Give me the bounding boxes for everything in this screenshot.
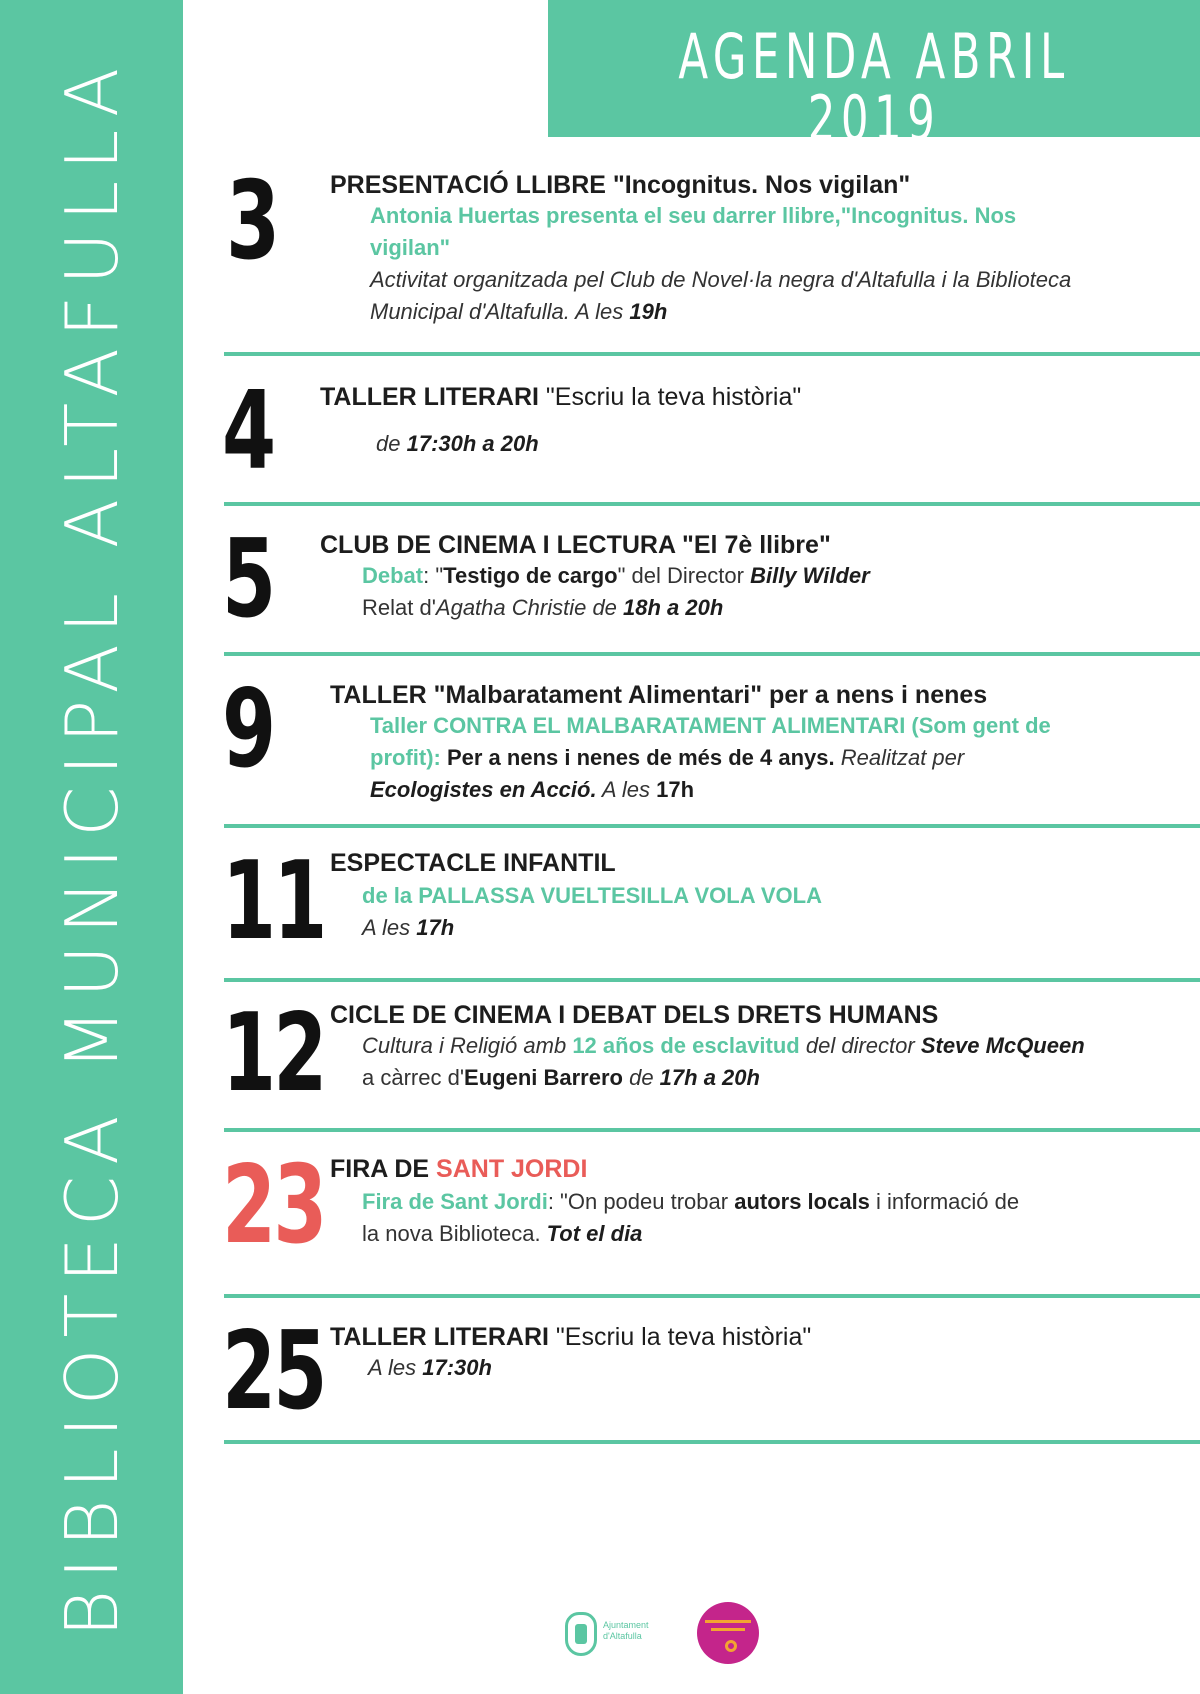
event-title: TALLER "Malbaratament Alimentari" per a nens i nenes: [330, 681, 988, 709]
event-3: [222, 159, 1200, 338]
event-day: 12: [222, 991, 325, 1116]
event-day: 3: [226, 159, 278, 284]
event-line: Relat d'Agatha Christie de 18h a 20h: [362, 595, 724, 620]
event-title: CLUB DE CINEMA I LECTURA "El 7è llibre": [320, 531, 831, 559]
event-day: 11: [222, 839, 325, 964]
logo-text-line: Ajuntament: [603, 1620, 649, 1630]
event-day: 25: [222, 1309, 325, 1434]
sidebar-gap: [183, 0, 191, 1694]
event-line: Activitat organitzada pel Club de Novel·la negra d'Altafulla i la Biblioteca: [370, 267, 1072, 292]
event-day: 23: [222, 1143, 325, 1268]
event-23: [222, 1143, 1200, 1272]
event-line: la nova Biblioteca. Tot el dia: [362, 1221, 643, 1246]
event-title: FIRA DE SANT JORDI: [330, 1155, 588, 1183]
separator: [224, 502, 1200, 506]
event-line: profit): Per a nens i nenes de més de 4 anys. Realitzat per: [370, 745, 965, 770]
town-council-logo-text: [603, 1620, 649, 1642]
partner-logo: [697, 1602, 759, 1664]
sidebar-band: [0, 0, 183, 1694]
header-banner: [548, 0, 1200, 155]
event-12: [222, 991, 1200, 1116]
logo-text-line: d'Altafulla: [603, 1631, 642, 1641]
event-line: Municipal d'Altafulla. A les 19h: [370, 299, 668, 324]
event-day: 5: [222, 517, 274, 642]
event-title: ESPECTACLE INFANTIL: [330, 849, 616, 877]
event-line: Ecologistes en Acció. A les 17h: [370, 777, 695, 802]
separator: [224, 1294, 1200, 1298]
event-line: Antonia Huertas presenta el seu darrer llibre,"Incognitus. Nos: [370, 203, 1017, 228]
event-line: a càrrec d'Eugeni Barrero de 17h a 20h: [362, 1065, 760, 1090]
separator: [224, 1440, 1200, 1444]
partner-logo-circle: [725, 1640, 737, 1652]
event-25: [222, 1309, 1200, 1438]
event-5: [222, 517, 1200, 642]
town-council-logo-mark: [575, 1624, 587, 1644]
separator: [224, 652, 1200, 656]
event-11: [222, 839, 1200, 968]
event-line: Debat: "Testigo de cargo" del Director Billy Wilder: [362, 563, 870, 588]
event-day: 4: [222, 369, 274, 494]
partner-logo-stroke: [711, 1628, 745, 1631]
event-line: A les 17:30h: [368, 1355, 492, 1380]
library-name-vertical: BIBLIOTECA MUNICIPAL ALTAFULLA: [50, 56, 134, 1638]
page-title: AGENDA ABRIL 2019: [678, 20, 1070, 155]
event-title: CICLE DE CINEMA I DEBAT DELS DRETS HUMANS: [330, 1001, 939, 1029]
event-title: TALLER LITERARI "Escriu la teva història": [320, 383, 802, 411]
partner-logo-stroke: [705, 1620, 751, 1623]
separator: [224, 352, 1200, 356]
town-council-logo: [565, 1612, 597, 1656]
separator: [224, 1128, 1200, 1132]
event-line: de 17:30h a 20h: [376, 431, 539, 456]
event-day: 9: [222, 667, 274, 792]
event-title: PRESENTACIÓ LLIBRE "Incognitus. Nos vigilan": [330, 171, 911, 199]
separator: [224, 824, 1200, 828]
event-line: Cultura i Religió amb 12 años de esclavitud del director Steve McQueen: [362, 1033, 1085, 1058]
event-line: Fira de Sant Jordi: "On podeu trobar autors locals i informació de: [362, 1189, 1020, 1214]
separator: [224, 978, 1200, 982]
event-line: A les 17h: [362, 915, 455, 940]
event-title: TALLER LITERARI "Escriu la teva història": [330, 1323, 812, 1351]
event-line: de la PALLASSA VUELTESILLA VOLA VOLA: [362, 883, 822, 908]
event-line: vigilan": [370, 235, 451, 260]
event-4: [222, 369, 1200, 494]
event-9: [222, 667, 1200, 816]
event-line: Taller CONTRA EL MALBARATAMENT ALIMENTARI (Som gent de: [370, 713, 1051, 738]
